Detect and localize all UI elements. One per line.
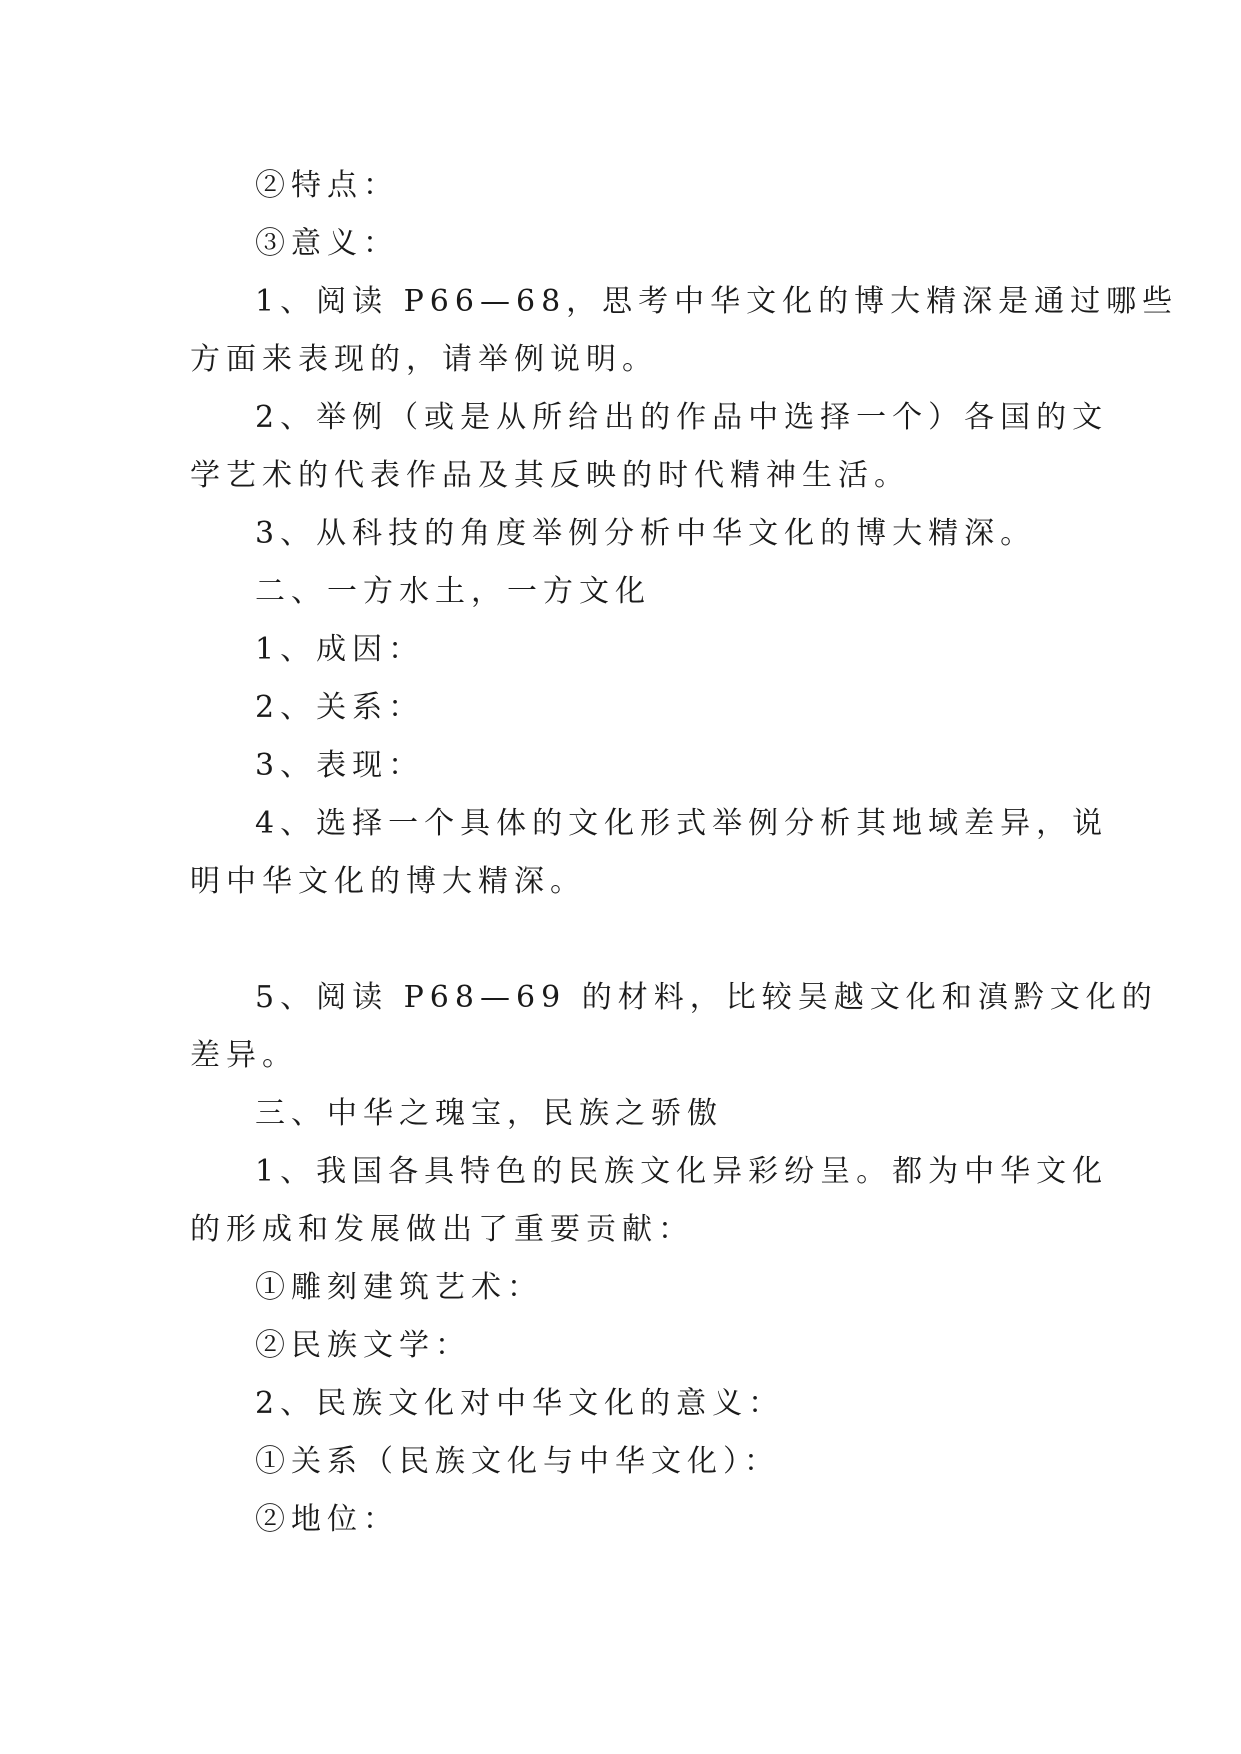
section-2-relation: 2、关系： <box>255 690 425 725</box>
question-1-line-2: 方面来表现的，请举例说明。 <box>190 342 658 377</box>
section-3-heading: 三、中华之瑰宝，民族之骄傲 <box>255 1096 723 1131</box>
section-2-cause: 1、成因： <box>255 632 425 667</box>
question-3: 3、从科技的角度举例分析中华文化的博大精深。 <box>255 516 1037 551</box>
item-feature: ②特点： <box>255 168 399 203</box>
section-3-point-2: 2、民族文化对中华文化的意义： <box>255 1386 785 1421</box>
section-3-point-1-line-1: 1、我国各具特色的民族文化异彩纷呈。都为中华文化 <box>255 1154 1109 1189</box>
question-5-line-2: 差异。 <box>190 1038 298 1073</box>
item-status: ②地位： <box>255 1502 399 1537</box>
question-4-line-2: 明中华文化的博大精深。 <box>190 864 586 899</box>
item-ethnic-literature: ②民族文学： <box>255 1328 471 1363</box>
item-significance: ③意义： <box>255 226 399 261</box>
question-4-line-1: 4、选择一个具体的文化形式举例分析其地域差异，说 <box>255 806 1109 841</box>
question-1-line-1: 1、阅读 P66—68，思考中华文化的博大精深是通过哪些 <box>255 284 1179 319</box>
question-5-line-1: 5、阅读 P68—69 的材料，比较吴越文化和滇黔文化的 <box>255 980 1158 1015</box>
question-2-line-1: 2、举例（或是从所给出的作品中选择一个）各国的文 <box>255 400 1109 435</box>
item-relationship: ①关系（民族文化与中华文化）： <box>255 1444 780 1479</box>
section-2-heading: 二、一方水土，一方文化 <box>255 574 651 609</box>
section-2-expression: 3、表现： <box>255 748 425 783</box>
item-sculpture-architecture: ①雕刻建筑艺术： <box>255 1270 543 1305</box>
section-3-point-1-line-2: 的形成和发展做出了重要贡献： <box>190 1212 694 1247</box>
question-2-line-2: 学艺术的代表作品及其反映的时代精神生活。 <box>190 458 910 493</box>
